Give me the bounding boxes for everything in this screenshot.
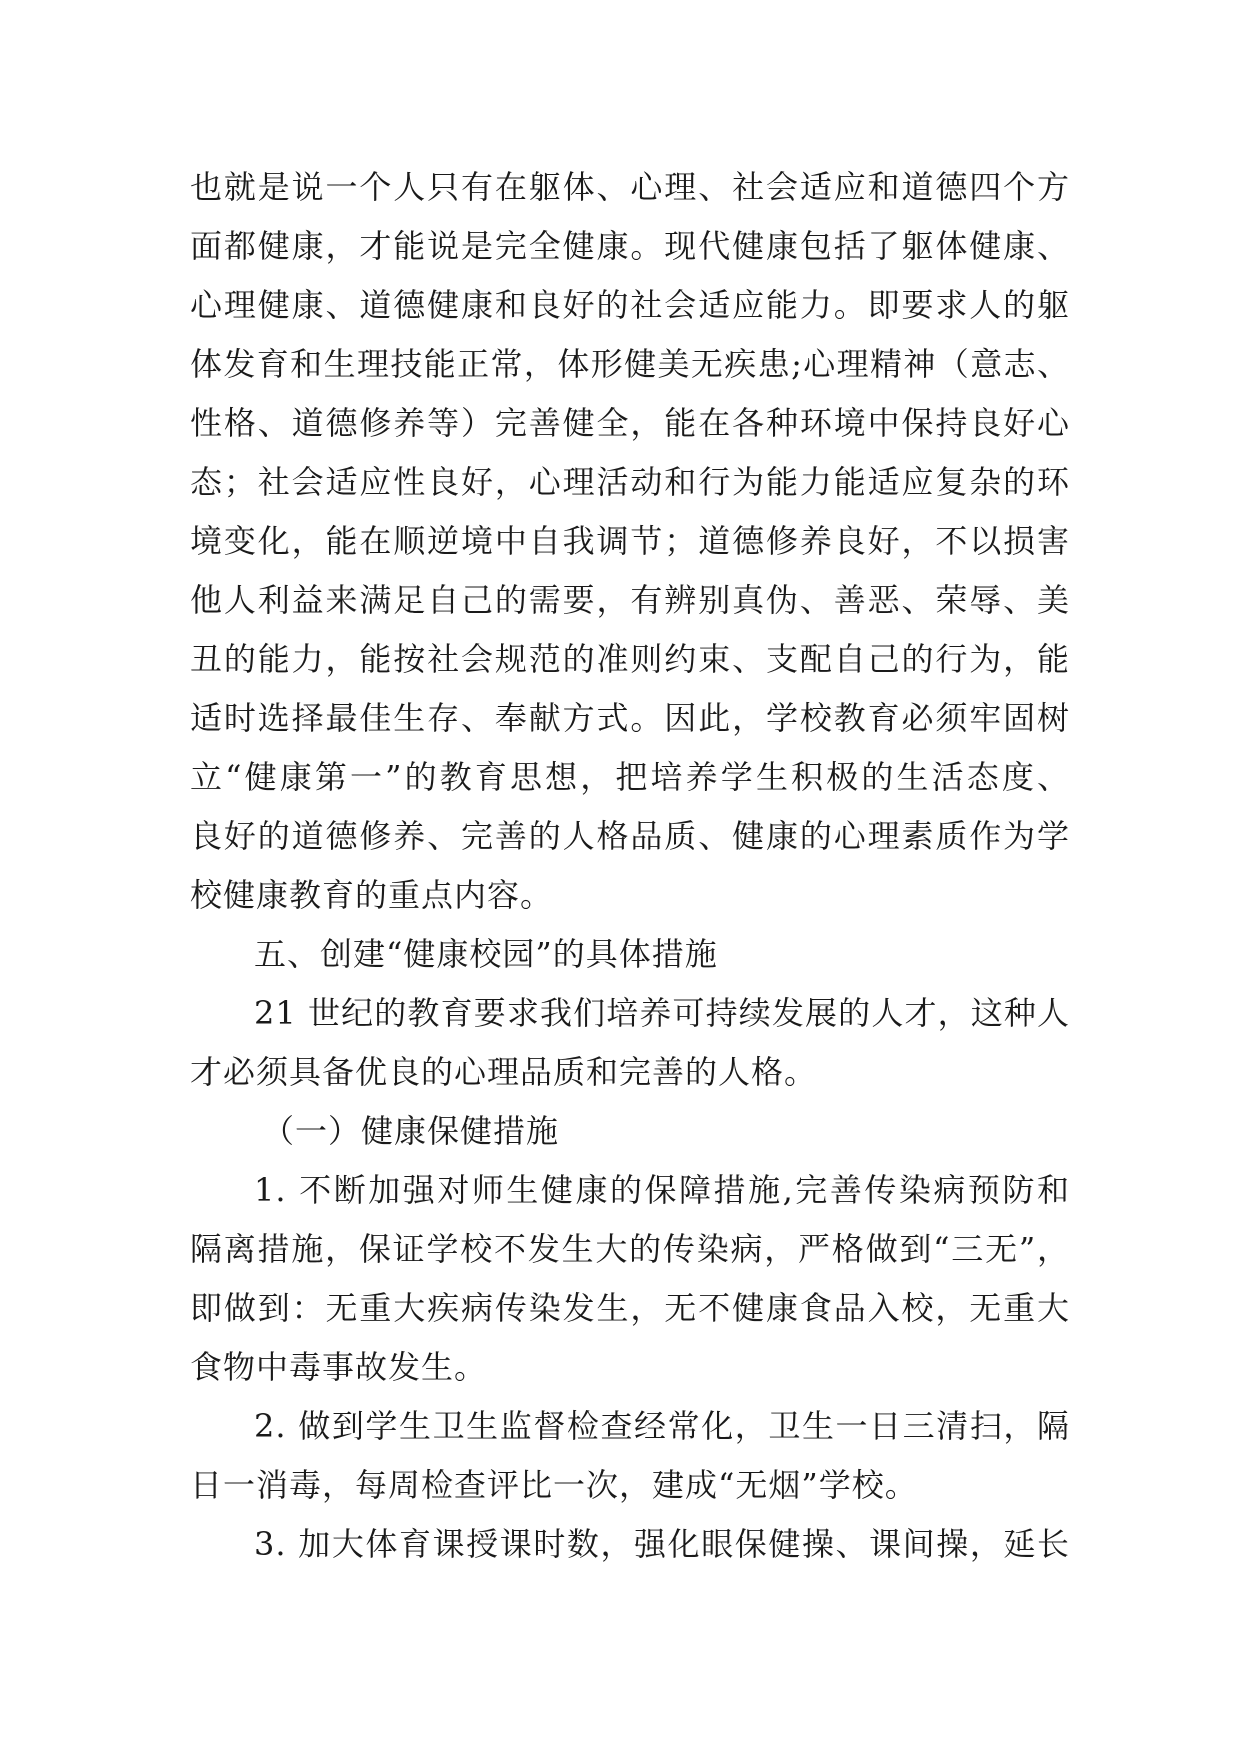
text-line: 良好的道德修养、完善的人格品质、健康的心理素质作为学 xyxy=(190,817,1070,855)
text-line: 21 世纪的教育要求我们培养可持续发展的人才，这种人 xyxy=(254,994,1070,1032)
text-line: 才必须具备优良的心理品质和完善的人格。 xyxy=(190,1053,818,1091)
text-line: 他人利益来满足自己的需要，有辨别真伪、善恶、荣辱、美 xyxy=(190,581,1070,619)
text-line: 也就是说一个人只有在躯体、心理、社会适应和道德四个方 xyxy=(190,168,1070,206)
text-line: 校健康教育的重点内容。 xyxy=(190,876,554,914)
text-line: 即做到：无重大疾病传染发生，无不健康食品入校，无重大 xyxy=(190,1289,1070,1327)
text-line: 性格、道德修养等）完善健全，能在各种环境中保持良好心 xyxy=(190,404,1070,442)
text-line: 面都健康，才能说是完全健康。现代健康包括了躯体健康、 xyxy=(190,227,1070,265)
text-line: 1. 不断加强对师生健康的保障措施,完善传染病预防和 xyxy=(254,1171,1070,1209)
text-line: 境变化，能在顺逆境中自我调节；道德修养良好，不以损害 xyxy=(190,522,1070,560)
text-line: 日一消毒，每周检查评比一次，建成“无烟”学校。 xyxy=(190,1466,918,1504)
text-line: 适时选择最佳生存、奉献方式。因此，学校教育必须牢固树 xyxy=(190,699,1070,737)
text-line: （一）健康保健措施 xyxy=(262,1112,560,1150)
text-line: 丑的能力，能按社会规范的准则约束、支配自己的行为，能 xyxy=(190,640,1070,678)
text-line: 3. 加大体育课授课时数，强化眼保健操、课间操，延长 xyxy=(254,1525,1070,1563)
text-line: 立“健康第一”的教育思想，把培养学生积极的生活态度、 xyxy=(190,758,1070,796)
text-line: 五、创建“健康校园”的具体措施 xyxy=(254,935,718,973)
text-line: 2. 做到学生卫生监督检查经常化，卫生一日三清扫，隔 xyxy=(254,1407,1070,1445)
text-line: 体发育和生理技能正常，体形健美无疾患;心理精神（意志、 xyxy=(190,345,1070,383)
text-line: 态；社会适应性良好，心理活动和行为能力能适应复杂的环 xyxy=(190,463,1070,501)
body-text xyxy=(190,158,1070,1574)
text-line: 食物中毒事故发生。 xyxy=(190,1348,488,1386)
text-line: 隔离措施，保证学校不发生大的传染病，严格做到“三无”， xyxy=(190,1230,1070,1268)
text-line: 心理健康、道德健康和良好的社会适应能力。即要求人的躯 xyxy=(190,286,1070,324)
